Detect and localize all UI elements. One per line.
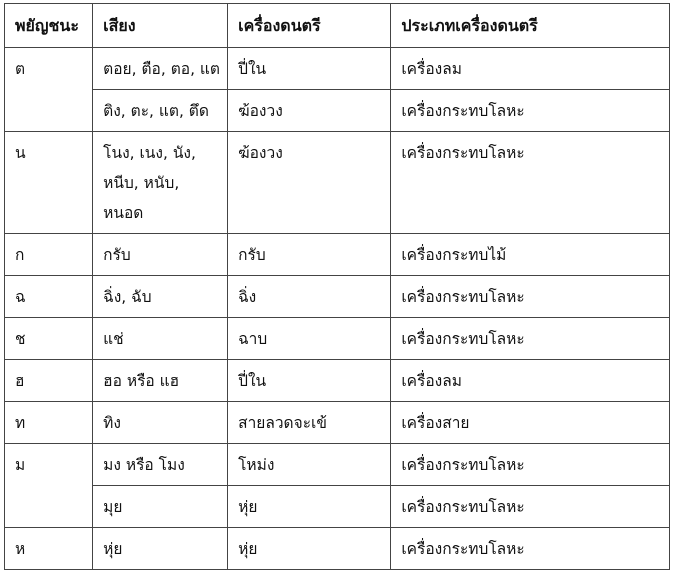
instrument-type-cell: เครื่องกระทบโลหะ	[391, 444, 670, 486]
table-row	[5, 444, 670, 486]
sound-line: หนอด	[103, 204, 144, 222]
header-row	[5, 4, 670, 48]
sound-cell: ตอย, ตือ, ตอ, แต	[93, 48, 228, 90]
instrument-type-cell: เครื่องลม	[391, 48, 670, 90]
instrument-cell: หุ่ย	[228, 528, 391, 570]
consonant-cell: ฉ	[5, 276, 93, 318]
table-row	[5, 402, 670, 444]
sound-cell: ฮอ หรือ แฮ	[93, 360, 228, 402]
sound-cell: กรับ	[93, 234, 228, 276]
instrument-type-cell: เครื่องกระทบโลหะ	[391, 90, 670, 132]
table-row	[5, 528, 670, 570]
sound-cell: หุ่ย	[93, 528, 228, 570]
instrument-type-cell: เครื่องกระทบโลหะ	[391, 318, 670, 360]
table-row	[5, 360, 670, 402]
consonant-cell: ม	[5, 444, 93, 528]
consonant-cell: ห	[5, 528, 93, 570]
header-sound: เสียง	[93, 4, 228, 48]
instrument-cell: กรับ	[228, 234, 391, 276]
table-row	[5, 90, 670, 132]
consonant-cell: ท	[5, 402, 93, 444]
table-body	[5, 48, 670, 570]
instrument-cell: ปี่ใน	[228, 48, 391, 90]
table-row	[5, 48, 670, 90]
header-instrument: เครื่องดนตรี	[228, 4, 391, 48]
sound-cell: มง หรือ โมง	[93, 444, 228, 486]
instrument-cell: ฆ้องวง	[228, 132, 391, 234]
instrument-cell: หุ่ย	[228, 486, 391, 528]
instrument-sound-table	[4, 3, 670, 570]
consonant-cell: ฮ	[5, 360, 93, 402]
consonant-cell: ช	[5, 318, 93, 360]
instrument-type-cell: เครื่องกระทบโลหะ	[391, 132, 670, 234]
sound-cell: ติง, ตะ, แต, ตึด	[93, 90, 228, 132]
instrument-type-cell: เครื่องกระทบโลหะ	[391, 486, 670, 528]
instrument-type-cell: เครื่องกระทบโลหะ	[391, 276, 670, 318]
sound-cell: แช่	[93, 318, 228, 360]
consonant-cell: ต	[5, 48, 93, 132]
sound-line: หนีบ, หนับ,	[103, 174, 180, 192]
instrument-cell: ฉาบ	[228, 318, 391, 360]
instrument-cell: โหม่ง	[228, 444, 391, 486]
header-consonant: พยัญชนะ	[5, 4, 93, 48]
sound-line: โนง, เนง, นัง,	[103, 144, 196, 162]
table-row	[5, 486, 670, 528]
consonant-cell: น	[5, 132, 93, 234]
instrument-cell: สายลวดจะเข้	[228, 402, 391, 444]
sound-cell: ทิง	[93, 402, 228, 444]
header-instrument-type: ประเภทเครื่องดนตรี	[391, 4, 670, 48]
instrument-type-cell: เครื่องกระทบไม้	[391, 234, 670, 276]
instrument-type-cell: เครื่องกระทบโลหะ	[391, 528, 670, 570]
table-row	[5, 234, 670, 276]
instrument-cell: ฉิ่ง	[228, 276, 391, 318]
instrument-cell: ฆ้องวง	[228, 90, 391, 132]
sound-cell	[93, 132, 228, 234]
instrument-type-cell: เครื่องสาย	[391, 402, 670, 444]
sound-cell: มุย	[93, 486, 228, 528]
table-row	[5, 318, 670, 360]
sound-cell: ฉิ่ง, ฉับ	[93, 276, 228, 318]
table-row	[5, 276, 670, 318]
table-row	[5, 132, 670, 234]
instrument-type-cell: เครื่องลม	[391, 360, 670, 402]
instrument-cell: ปี่ใน	[228, 360, 391, 402]
consonant-cell: ก	[5, 234, 93, 276]
